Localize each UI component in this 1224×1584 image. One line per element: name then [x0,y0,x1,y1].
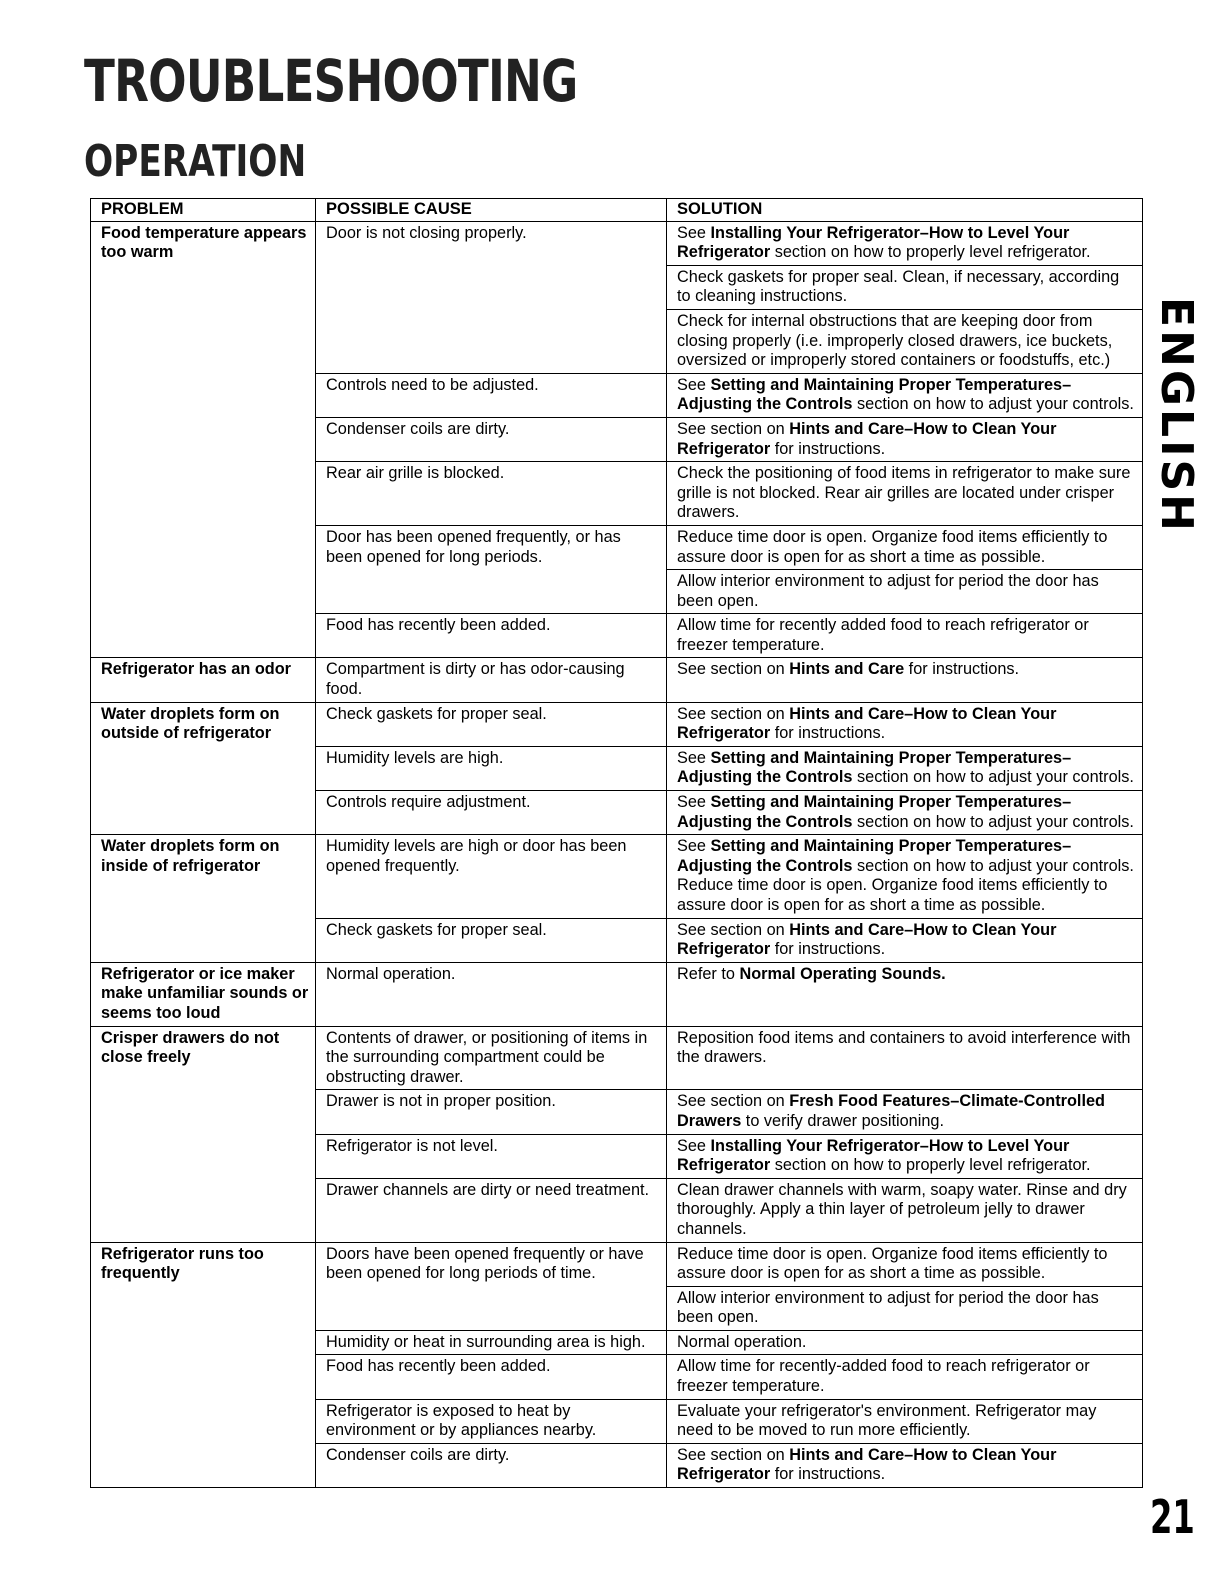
solution-text: See [677,793,711,812]
cause-cell: Refrigerator is not level. [316,1134,667,1178]
problem-cell: Water droplets form on outside of refrigerator [91,702,316,835]
solution-text: for instructions. [770,1465,886,1484]
cause-cell: Controls need to be adjusted. [316,373,667,417]
cause-cell: Drawer is not in proper position. [316,1090,667,1134]
language-tab-label: ENGLISH [1150,296,1202,534]
solution-cell [667,658,1143,702]
cause-cell: Normal operation. [316,962,667,1026]
solution-reference: Setting and Maintaining Proper Temperatures–Adjusting the Controls [677,375,1072,414]
problem-cell: Crisper drawers do not close freely [91,1026,316,1242]
cause-cell: Check gaskets for proper seal. [316,918,667,962]
solution-reference: Setting and Maintaining Proper Temperatures–Adjusting the Controls [677,793,1072,831]
solution-cell [667,835,1143,918]
solution-cell [667,221,1143,265]
problem-cell: Refrigerator has an odor [91,658,316,702]
solution-text: See section on [677,419,790,438]
solution-text: Normal operation. [677,1332,807,1351]
solution-cell [667,791,1143,835]
solution-text: Allow time for recently added food to reach refrigerator or freezer temperature. [677,616,1089,654]
solution-text: See [677,748,711,767]
solution-text: See [677,837,711,856]
solution-text: section on how to properly level refrigerator. [770,1156,1091,1175]
solution-text: See section on [677,1445,790,1464]
solution-reference: Hints and Care–How to Clean Your Refrigerator [677,1445,1057,1484]
solution-reference: Hints and Care–How to Clean Your Refrigerator [677,419,1057,458]
solution-cell [667,702,1143,746]
solution-reference: Setting and Maintaining Proper Temperatures–Adjusting the Controls [677,748,1072,787]
problem-cell: Refrigerator or ice maker make unfamiliar sounds or seems too loud [91,962,316,1026]
language-tab [1148,296,1204,534]
page-title: TROUBLESHOOTING [84,47,578,115]
solution-reference: Installing Your Refrigerator–How to Level Your Refrigerator [677,1136,1070,1175]
solution-cell [667,1330,1143,1355]
solution-cell [667,962,1143,1026]
cause-cell: Condenser coils are dirty. [316,417,667,461]
column-header-cause: POSSIBLE CAUSE [316,199,667,222]
solution-reference: Hints and Care–How to Clean Your Refrigerator [677,704,1057,743]
solution-text: for instructions. [770,439,886,458]
solution-cell [667,525,1143,569]
solution-cell [667,462,1143,526]
solution-cell [667,1399,1143,1443]
solution-text: Allow time for recently-added food to reach refrigerator or freezer temperature. [677,1357,1090,1396]
solution-reference: Setting and Maintaining Proper Temperatures–Adjusting the Controls [677,837,1072,875]
solution-text: Reduce time door is open. Organize food items efficiently to assure door is open for as short a time as possible. [677,527,1108,566]
table-body [91,221,1143,1487]
solution-text: for instructions. [904,660,1020,679]
solution-cell [667,918,1143,962]
column-header-problem: PROBLEM [91,199,316,222]
solution-text: See section on [677,1092,790,1111]
cause-cell: Humidity or heat in surrounding area is high. [316,1330,667,1355]
solution-cell [667,373,1143,417]
table-row [91,658,1143,702]
solution-text: section on how to properly level refrigerator. [770,243,1091,262]
problem-cell: Refrigerator runs too frequently [91,1242,316,1488]
solution-text: section on how to adjust your controls. Reduce time door is open. Organize food items efficiently to assure door is open for as short a time as possible. [677,856,1134,914]
troubleshooting-table [90,198,1143,1488]
cause-cell: Controls require adjustment. [316,791,667,835]
table-row [91,702,1143,746]
solution-cell [667,1090,1143,1134]
solution-text: section on how to adjust your controls. [852,768,1134,787]
section-subtitle: OPERATION [84,136,307,187]
solution-cell [667,1286,1143,1330]
solution-text: See [677,375,711,394]
cause-cell: Door is not closing properly. [316,221,667,373]
solution-text: See [677,223,711,242]
solution-cell [667,570,1143,614]
solution-reference: Normal Operating Sounds. [739,964,946,983]
cause-cell: Humidity levels are high or door has been opened frequently. [316,835,667,918]
cause-cell: Food has recently been added. [316,614,667,658]
solution-text: See section on [677,704,790,723]
solution-cell [667,1242,1143,1286]
cause-cell: Food has recently been added. [316,1355,667,1399]
table-header-row [91,199,1143,222]
solution-text: See [677,1136,711,1155]
table-row [91,221,1143,265]
column-header-solution: SOLUTION [667,199,1143,222]
solution-text: section on how to adjust your controls. [852,395,1134,414]
cause-cell: Refrigerator is exposed to heat by environment or by appliances nearby. [316,1399,667,1443]
cause-cell: Check gaskets for proper seal. [316,702,667,746]
cause-cell: Compartment is dirty or has odor-causing food. [316,658,667,702]
solution-reference: Hints and Care–How to Clean Your Refrigerator [677,920,1057,959]
solution-cell [667,1355,1143,1399]
solution-cell [667,265,1143,309]
solution-reference: Hints and Care [789,660,905,679]
solution-cell [667,614,1143,658]
cause-cell: Contents of drawer, or positioning of items in the surrounding compartment could be obstructing drawer. [316,1026,667,1090]
solution-text: See section on [677,660,790,679]
cause-cell: Humidity levels are high. [316,746,667,790]
solution-text: to verify drawer positioning. [741,1111,944,1130]
solution-reference: Installing Your Refrigerator–How to Level Your Refrigerator [677,223,1070,262]
solution-cell [667,1178,1143,1242]
solution-text: Refer to [677,964,740,983]
solution-text: Check the positioning of food items in refrigerator to make sure grille is not blocked. Rear air grilles are located under crisper drawers. [677,464,1131,522]
page-number: 21 [1150,1490,1195,1544]
solution-text: Clean drawer channels with warm, soapy water. Rinse and dry thoroughly. Apply a thin layer of petroleum jelly to drawer channels. [677,1180,1127,1238]
solution-text: Check for internal obstructions that are keeping door from closing properly (i.e. improperly closed drawers, ice buckets, oversized or improperly stored containers or foodstuffs, etc.) [677,311,1113,370]
table-row [91,835,1143,918]
cause-cell: Door has been opened frequently, or has been opened for long periods. [316,525,667,613]
solution-text: Allow interior environment to adjust for period the door has been open. [677,1288,1099,1327]
solution-text: Allow interior environment to adjust for period the door has been open. [677,572,1099,610]
solution-cell [667,417,1143,461]
cause-cell: Doors have been opened frequently or have been opened for long periods of time. [316,1242,667,1330]
cause-cell: Drawer channels are dirty or need treatment. [316,1178,667,1242]
cause-cell: Condenser coils are dirty. [316,1443,667,1487]
table-row [91,962,1143,1026]
cause-cell: Rear air grille is blocked. [316,462,667,526]
problem-cell: Water droplets form on inside of refrigerator [91,835,316,963]
solution-cell [667,1443,1143,1487]
solution-text: section on how to adjust your controls. [852,812,1134,831]
solution-text: Reposition food items and containers to avoid interference with the drawers. [677,1028,1131,1067]
solution-text: for instructions. [770,724,886,743]
solution-cell [667,1026,1143,1090]
table-row [91,1242,1143,1286]
solution-text: for instructions. [770,940,886,959]
problem-cell: Food temperature appears too warm [91,221,316,658]
solution-text: See section on [677,920,790,939]
solution-cell [667,309,1143,373]
solution-text: Check gaskets for proper seal. Clean, if necessary, according to cleaning instructions. [677,267,1120,306]
solution-cell [667,1134,1143,1178]
solution-text: Reduce time door is open. Organize food items efficiently to assure door is open for as short a time as possible. [677,1244,1108,1283]
table-row [91,1026,1143,1090]
solution-cell [667,746,1143,790]
solution-text: Evaluate your refrigerator's environment. Refrigerator may need to be moved to run more efficiently. [677,1401,1097,1440]
solution-reference: Fresh Food Features–Climate-Controlled Drawers [677,1092,1105,1130]
